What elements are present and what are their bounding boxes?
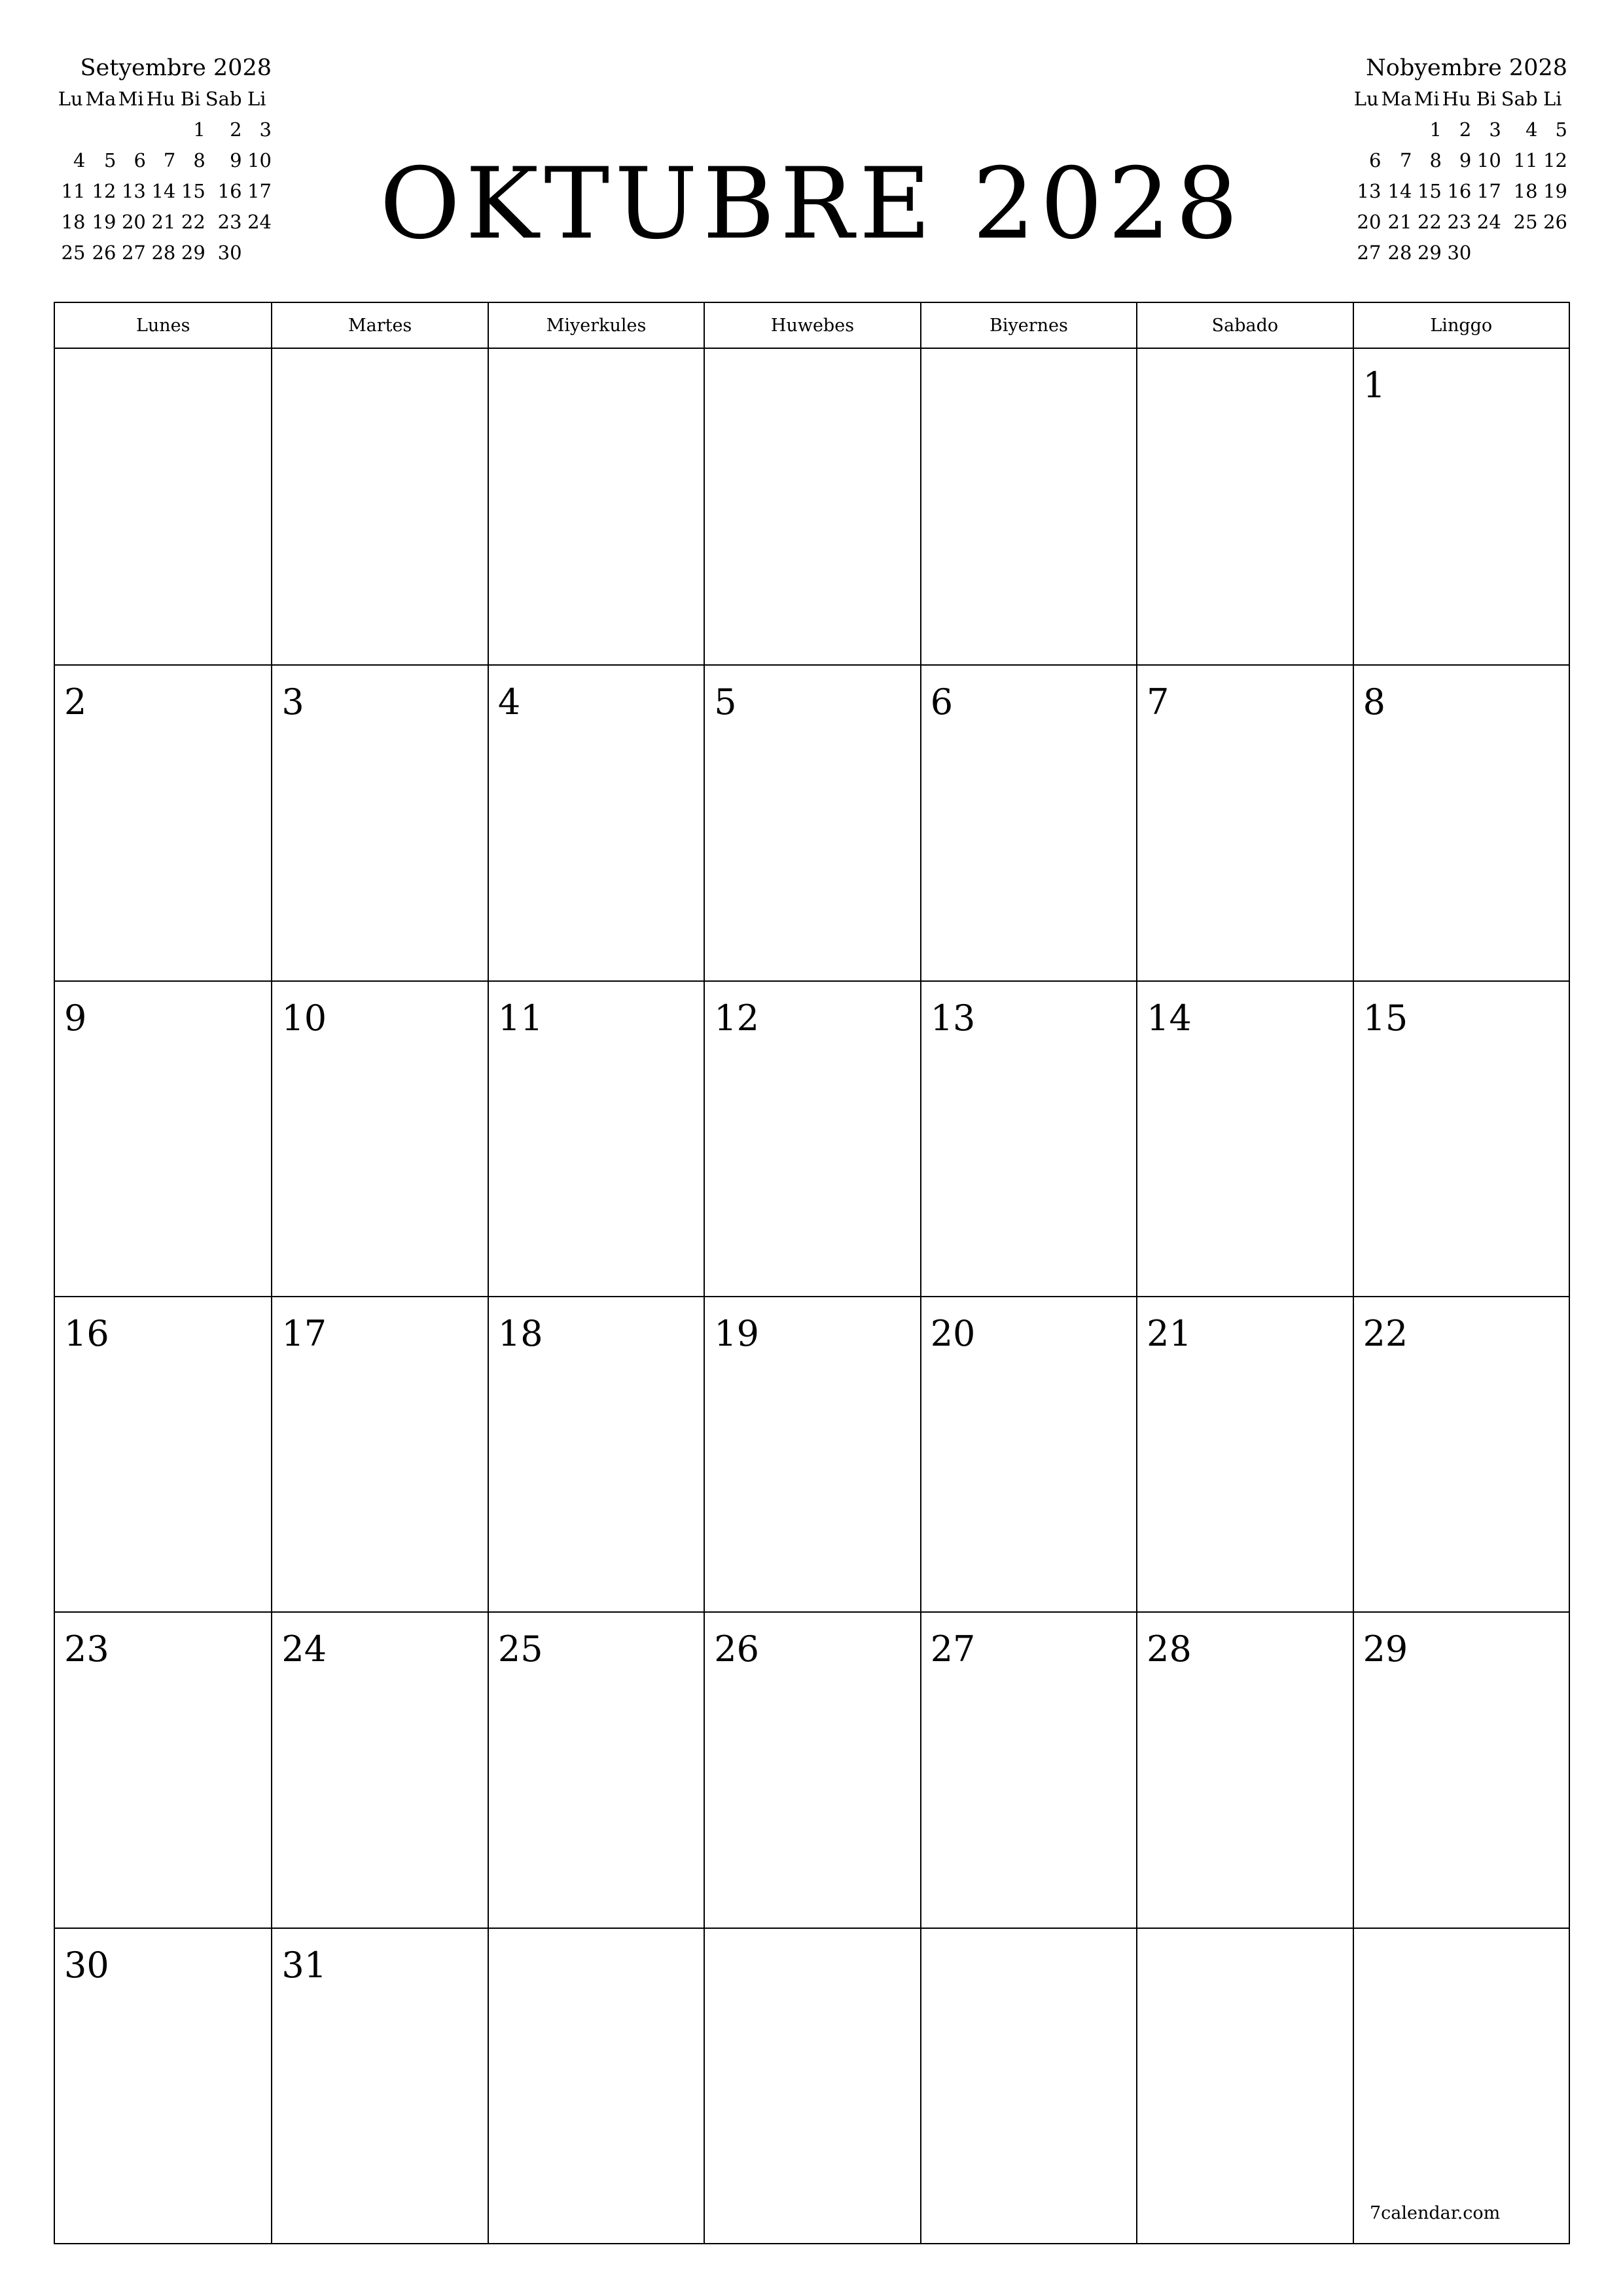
mini-day: 23 [1447,211,1472,233]
mini-day: 12 [92,180,116,202]
mini-day: 7 [163,149,176,171]
mini-day: 25 [61,242,86,264]
mini-day: 14 [151,180,176,202]
day-number: 10 [281,997,327,1039]
mini-day: 29 [1417,242,1442,264]
mini-day: 8 [193,149,205,171]
mini-day: 21 [1387,211,1412,233]
day-cell[interactable] [488,1928,704,2243]
day-number: 8 [1363,681,1385,723]
mini-day: 3 [1489,118,1501,141]
day-cell[interactable] [704,1611,919,1927]
mini-day: 22 [1417,211,1442,233]
mini-weekday-label: Li [247,88,266,110]
month-grid [54,302,1570,2244]
next-month-grid [1351,84,1567,268]
day-number: 24 [281,1628,327,1670]
day-cell[interactable] [488,664,704,980]
mini-day: 10 [247,149,272,171]
day-cell[interactable] [271,980,487,1296]
mini-day [116,115,145,145]
mini-weekday-label: Sab [205,88,242,110]
mini-weekday-label: Li [1543,88,1562,110]
mini-weekday-label: Sab [1501,88,1538,110]
day-cell[interactable] [704,1928,919,2243]
mini-day: 1 [193,118,205,141]
mini-day: 1 [1429,118,1442,141]
day-number: 13 [930,997,976,1039]
day-cell[interactable] [1136,349,1352,664]
mini-weekday-label: Mi [1414,88,1440,110]
mini-day [1381,115,1412,145]
prev-month-grid [56,84,272,268]
day-cell[interactable] [704,980,919,1296]
day-cell[interactable] [1136,1296,1352,1611]
prev-month-title: Setyembre 2028 [80,55,272,81]
day-cell[interactable] [920,664,1136,980]
day-cell[interactable] [488,1611,704,1927]
day-cell[interactable] [1353,1296,1569,1611]
mini-weekday-label: Lu [58,88,83,110]
mini-day: 30 [1447,242,1472,264]
weekday-header: Miyerkules [488,303,704,348]
footer-site-link[interactable]: 7calendar.com [1370,2203,1501,2223]
day-cell[interactable] [1136,1611,1352,1927]
day-number: 3 [281,681,304,723]
day-cell[interactable] [55,980,271,1296]
mini-day: 24 [1476,211,1501,233]
mini-day: 20 [1357,211,1382,233]
day-cell[interactable] [271,1928,487,2243]
next-month-mini-calendar [1351,52,1567,268]
mini-weekday-label: Bi [180,88,201,110]
mini-day: 8 [1429,149,1442,171]
mini-day: 4 [73,149,86,171]
day-number: 15 [1363,997,1408,1039]
day-number: 25 [497,1628,543,1670]
mini-day: 22 [181,211,205,233]
day-number: 30 [64,1944,109,1986]
day-number: 9 [64,997,87,1039]
weekday-header: Martes [271,303,487,348]
day-cell[interactable] [488,349,704,664]
day-cell[interactable] [1353,664,1569,980]
mini-day: 9 [1459,149,1472,171]
day-cell[interactable] [55,1296,271,1611]
mini-weekday-label: Hu [1442,88,1471,110]
mini-day: 26 [1543,211,1567,233]
mini-day: 25 [1513,211,1538,233]
mini-day [1351,115,1381,145]
mini-day: 6 [1369,149,1382,171]
next-month-title: Nobyembre 2028 [1366,55,1567,81]
day-number: 1 [1363,365,1385,406]
mini-weekday-label: Ma [1381,88,1412,110]
day-cell[interactable] [55,664,271,980]
mini-day: 18 [1513,180,1538,202]
mini-day [1501,238,1538,268]
mini-day: 24 [247,211,272,233]
mini-day: 5 [1555,118,1567,141]
day-number: 23 [64,1628,109,1670]
day-cell[interactable] [271,349,487,664]
day-number: 18 [497,1313,543,1354]
mini-day: 7 [1399,149,1412,171]
day-cell[interactable] [55,349,271,664]
mini-day: 17 [1476,180,1501,202]
mini-day: 12 [1543,149,1567,171]
mini-day: 28 [151,242,176,264]
mini-weekday-label: Mi [118,88,144,110]
day-number: 14 [1147,997,1192,1039]
day-cell[interactable] [488,980,704,1296]
mini-day: 11 [1513,149,1538,171]
day-number: 19 [714,1313,759,1354]
day-number: 28 [1147,1628,1192,1670]
day-cell[interactable] [1353,1611,1569,1927]
mini-day: 18 [61,211,86,233]
mini-day: 10 [1476,149,1501,171]
day-number: 21 [1147,1313,1192,1354]
mini-weekday-label: Ma [85,88,116,110]
weekday-header: Biyernes [920,303,1136,348]
day-number: 4 [497,681,521,723]
day-number: 2 [64,681,87,723]
day-cell[interactable] [704,1296,919,1611]
mini-day: 19 [92,211,116,233]
day-cell[interactable] [1353,980,1569,1296]
mini-day: 13 [1357,180,1382,202]
mini-day: 17 [247,180,272,202]
day-number: 12 [714,997,759,1039]
mini-day: 4 [1525,118,1538,141]
weekday-header: Sabado [1136,303,1352,348]
day-number: 31 [281,1944,327,1986]
mini-day [56,115,85,145]
prev-month-mini-calendar [56,52,272,268]
mini-day: 27 [121,242,146,264]
day-number: 5 [714,681,737,723]
day-cell[interactable] [920,1296,1136,1611]
day-cell[interactable] [271,1296,487,1611]
mini-day: 21 [151,211,176,233]
day-cell[interactable] [55,1928,271,2243]
mini-day [146,115,175,145]
day-cell[interactable] [488,1296,704,1611]
mini-weekday-label: Hu [146,88,175,110]
day-cell[interactable] [920,1928,1136,2243]
mini-day: 16 [217,180,242,202]
day-number: 11 [497,997,543,1039]
day-number: 20 [930,1313,976,1354]
mini-day: 20 [121,211,146,233]
day-cell[interactable] [55,1611,271,1927]
mini-weekday-label: Lu [1353,88,1379,110]
day-cell[interactable] [704,664,919,980]
mini-day: 13 [121,180,146,202]
day-cell[interactable] [920,1611,1136,1927]
mini-day: 27 [1357,242,1382,264]
mini-day: 23 [217,211,242,233]
mini-day: 19 [1543,180,1567,202]
mini-day: 2 [1459,118,1472,141]
mini-day [1538,238,1567,268]
day-cell[interactable] [271,1611,487,1927]
day-cell[interactable] [1353,1928,1569,2243]
day-cell[interactable] [920,980,1136,1296]
mini-day [85,115,116,145]
day-cells [55,349,1569,2243]
day-cell[interactable] [1136,980,1352,1296]
mini-weekday-label: Bi [1476,88,1497,110]
day-cell[interactable] [704,349,919,664]
mini-day: 30 [217,242,242,264]
mini-day: 15 [181,180,205,202]
mini-day: 11 [61,180,86,202]
day-number: 22 [1363,1313,1408,1354]
page-title: OKTUBRE 2028 [380,147,1243,261]
mini-day: 14 [1387,180,1412,202]
mini-day: 2 [230,118,242,141]
day-number: 17 [281,1313,327,1354]
mini-day: 5 [103,149,116,171]
weekday-header: Lunes [135,315,190,336]
day-cell[interactable] [1136,1928,1352,2243]
mini-day [1471,238,1501,268]
weekday-header: Linggo [1353,303,1569,348]
mini-day: 15 [1417,180,1442,202]
mini-day: 9 [230,149,242,171]
mini-day [242,238,272,268]
mini-day: 29 [181,242,205,264]
mini-day: 26 [92,242,116,264]
mini-day: 6 [134,149,146,171]
mini-day: 3 [259,118,272,141]
day-number: 26 [714,1628,759,1670]
day-number: 27 [930,1628,976,1670]
mini-day: 28 [1387,242,1412,264]
weekday-header: Huwebes [704,303,919,348]
day-number: 16 [64,1313,109,1354]
day-cell[interactable] [1136,664,1352,980]
day-cell[interactable] [271,664,487,980]
day-number: 7 [1147,681,1169,723]
day-cell[interactable] [1353,349,1569,664]
mini-day: 16 [1447,180,1472,202]
weekday-header-row [55,303,1569,349]
day-cell[interactable] [920,349,1136,664]
day-number: 6 [930,681,954,723]
day-number: 29 [1363,1628,1408,1670]
